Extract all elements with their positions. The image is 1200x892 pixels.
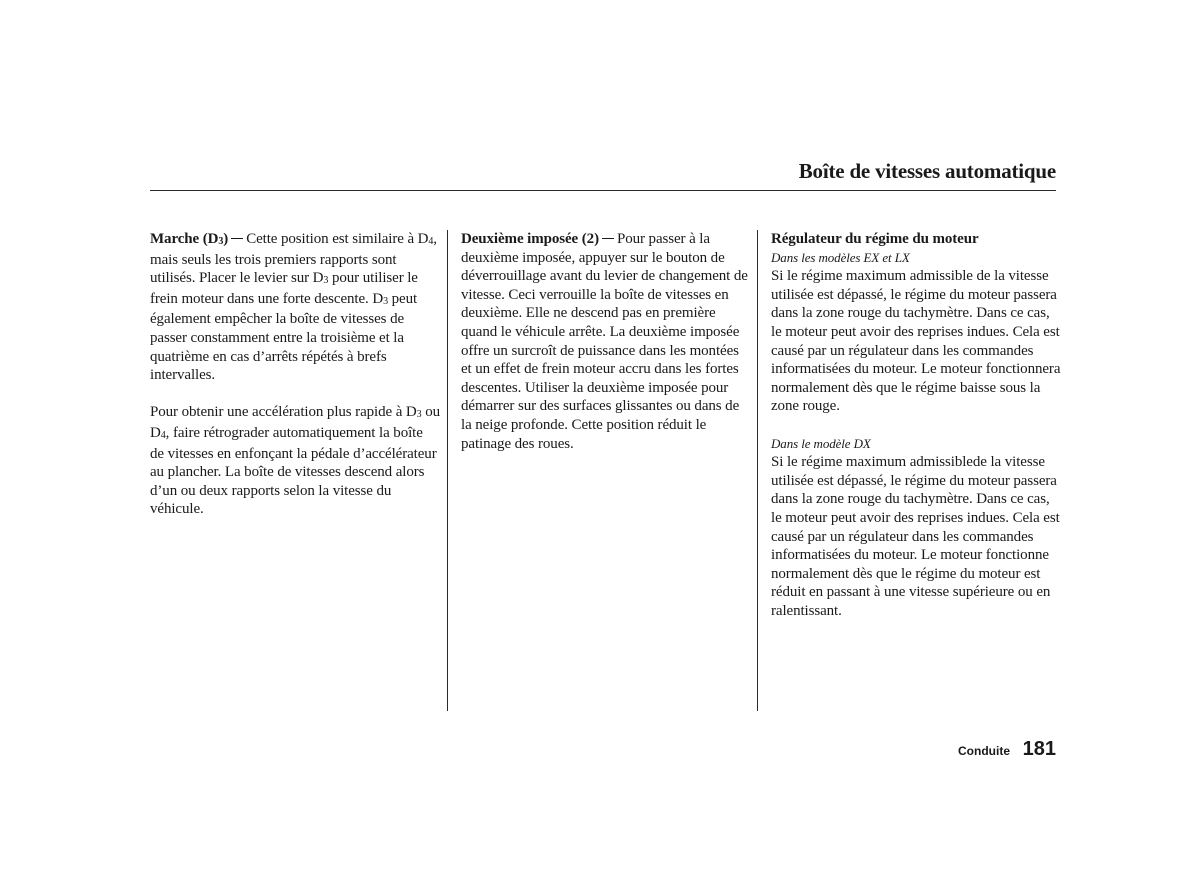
text-run: Pour obtenir une accélération plus rapide à D [150, 404, 417, 421]
text-run: pour utiliser le frein moteur dans une forte descente. D [150, 270, 418, 307]
subscript: 3 [218, 236, 224, 247]
column-2 [461, 230, 753, 453]
page-title: Boîte de vitesses automatique [798, 159, 1056, 183]
paragraph-deuxieme-imposee [461, 230, 753, 453]
heading-deuxieme-imposee: Deuxième imposée (2) [461, 231, 599, 247]
text-run: , mais seuls les trois premiers rapports sont utilisés. Placer le levier sur D [150, 231, 437, 287]
column-3 [771, 230, 1061, 620]
paragraph-gap [771, 416, 1061, 435]
column-divider [447, 230, 448, 711]
subscript: 4 [428, 236, 434, 247]
heading-text: Marche (D [150, 231, 219, 247]
text-run: Pour passer à la deuxième imposée, appuyer sur le bouton de déverrouillage avant du levier de changement de vitesse. Ceci verrouille la boîte de vitesses en deuxième. Elle ne descend pas en première quand le véhicule arrête. La deuxième imposée offre un surcroît de puissance dans les montées et un effet de frein moteur accru dans les fortes descentes. Utiliser la deuxième imposée pour démarrer sur des surfaces glissantes ou dans de la neige profonde. Cette position réduit le patinage des roues. [461, 231, 748, 452]
em-dash [602, 238, 614, 239]
column-divider [757, 230, 758, 711]
subscript: 3 [416, 409, 422, 421]
text-run: , faire rétrograder automatiquement la boîte de vitesses en enfonçant la pédale d’accélérateur au plancher. La boîte de vitesses descend alors d’un ou deux rapports selon la vitesse du véhicule. [150, 424, 437, 518]
subscript: 3 [323, 275, 329, 287]
paragraph-regulateur-dx: Si le régime maximum admissiblede la vitesse utilisée est dépassé, le régime du moteur passera dans la zone rouge du tachymètre. Dans ce cas, le moteur peut avoir des reprises indues. Cela est causé par un régulateur dans les commandes informatisées du moteur. Le moteur fonctionne normalement dès que le régime du moteur est réduit en passant à une vitesse supérieure ou en ralentissant. [771, 454, 1060, 619]
footer-section-label: Conduite [958, 744, 1010, 758]
paragraph-acceleration [150, 403, 440, 519]
text-run: peut également empêcher la boîte de vitesses de passer constamment entre la troisième et la quatrième en cas d’arrêts répétés à brefs intervalles. [150, 290, 418, 384]
note-model-dx: Dans le modèle DX [771, 435, 871, 451]
paragraph-gap [150, 385, 440, 404]
note-models-ex-lx: Dans les modèles EX et LX [771, 249, 910, 265]
em-dash [231, 238, 243, 239]
column-1 [150, 230, 440, 519]
heading-end: ) [223, 231, 229, 247]
heading-marche-d3 [150, 231, 228, 247]
text-run: ou D [150, 404, 441, 441]
heading-regulateur: Régulateur du régime du moteur [771, 231, 979, 247]
paragraph-marche-d3 [150, 230, 440, 385]
text-run: Cette position est similaire à D [246, 231, 429, 247]
subscript: 3 [383, 295, 388, 307]
title-rule [150, 190, 1056, 191]
paragraph-regulateur-ex-lx: Si le régime maximum admissible de la vitesse utilisée est dépassé, le régime du moteur passera dans la zone rouge du tachymètre. Dans ce cas, le moteur peut avoir des reprises indues. Cela est causé par un régulateur dans les commandes informatisées du moteur. Le moteur fonctionnera normalement dès que le régime baisse sous la zone rouge. [771, 268, 1061, 415]
page-number: 181 [1022, 738, 1056, 760]
subscript: 4 [160, 429, 166, 441]
